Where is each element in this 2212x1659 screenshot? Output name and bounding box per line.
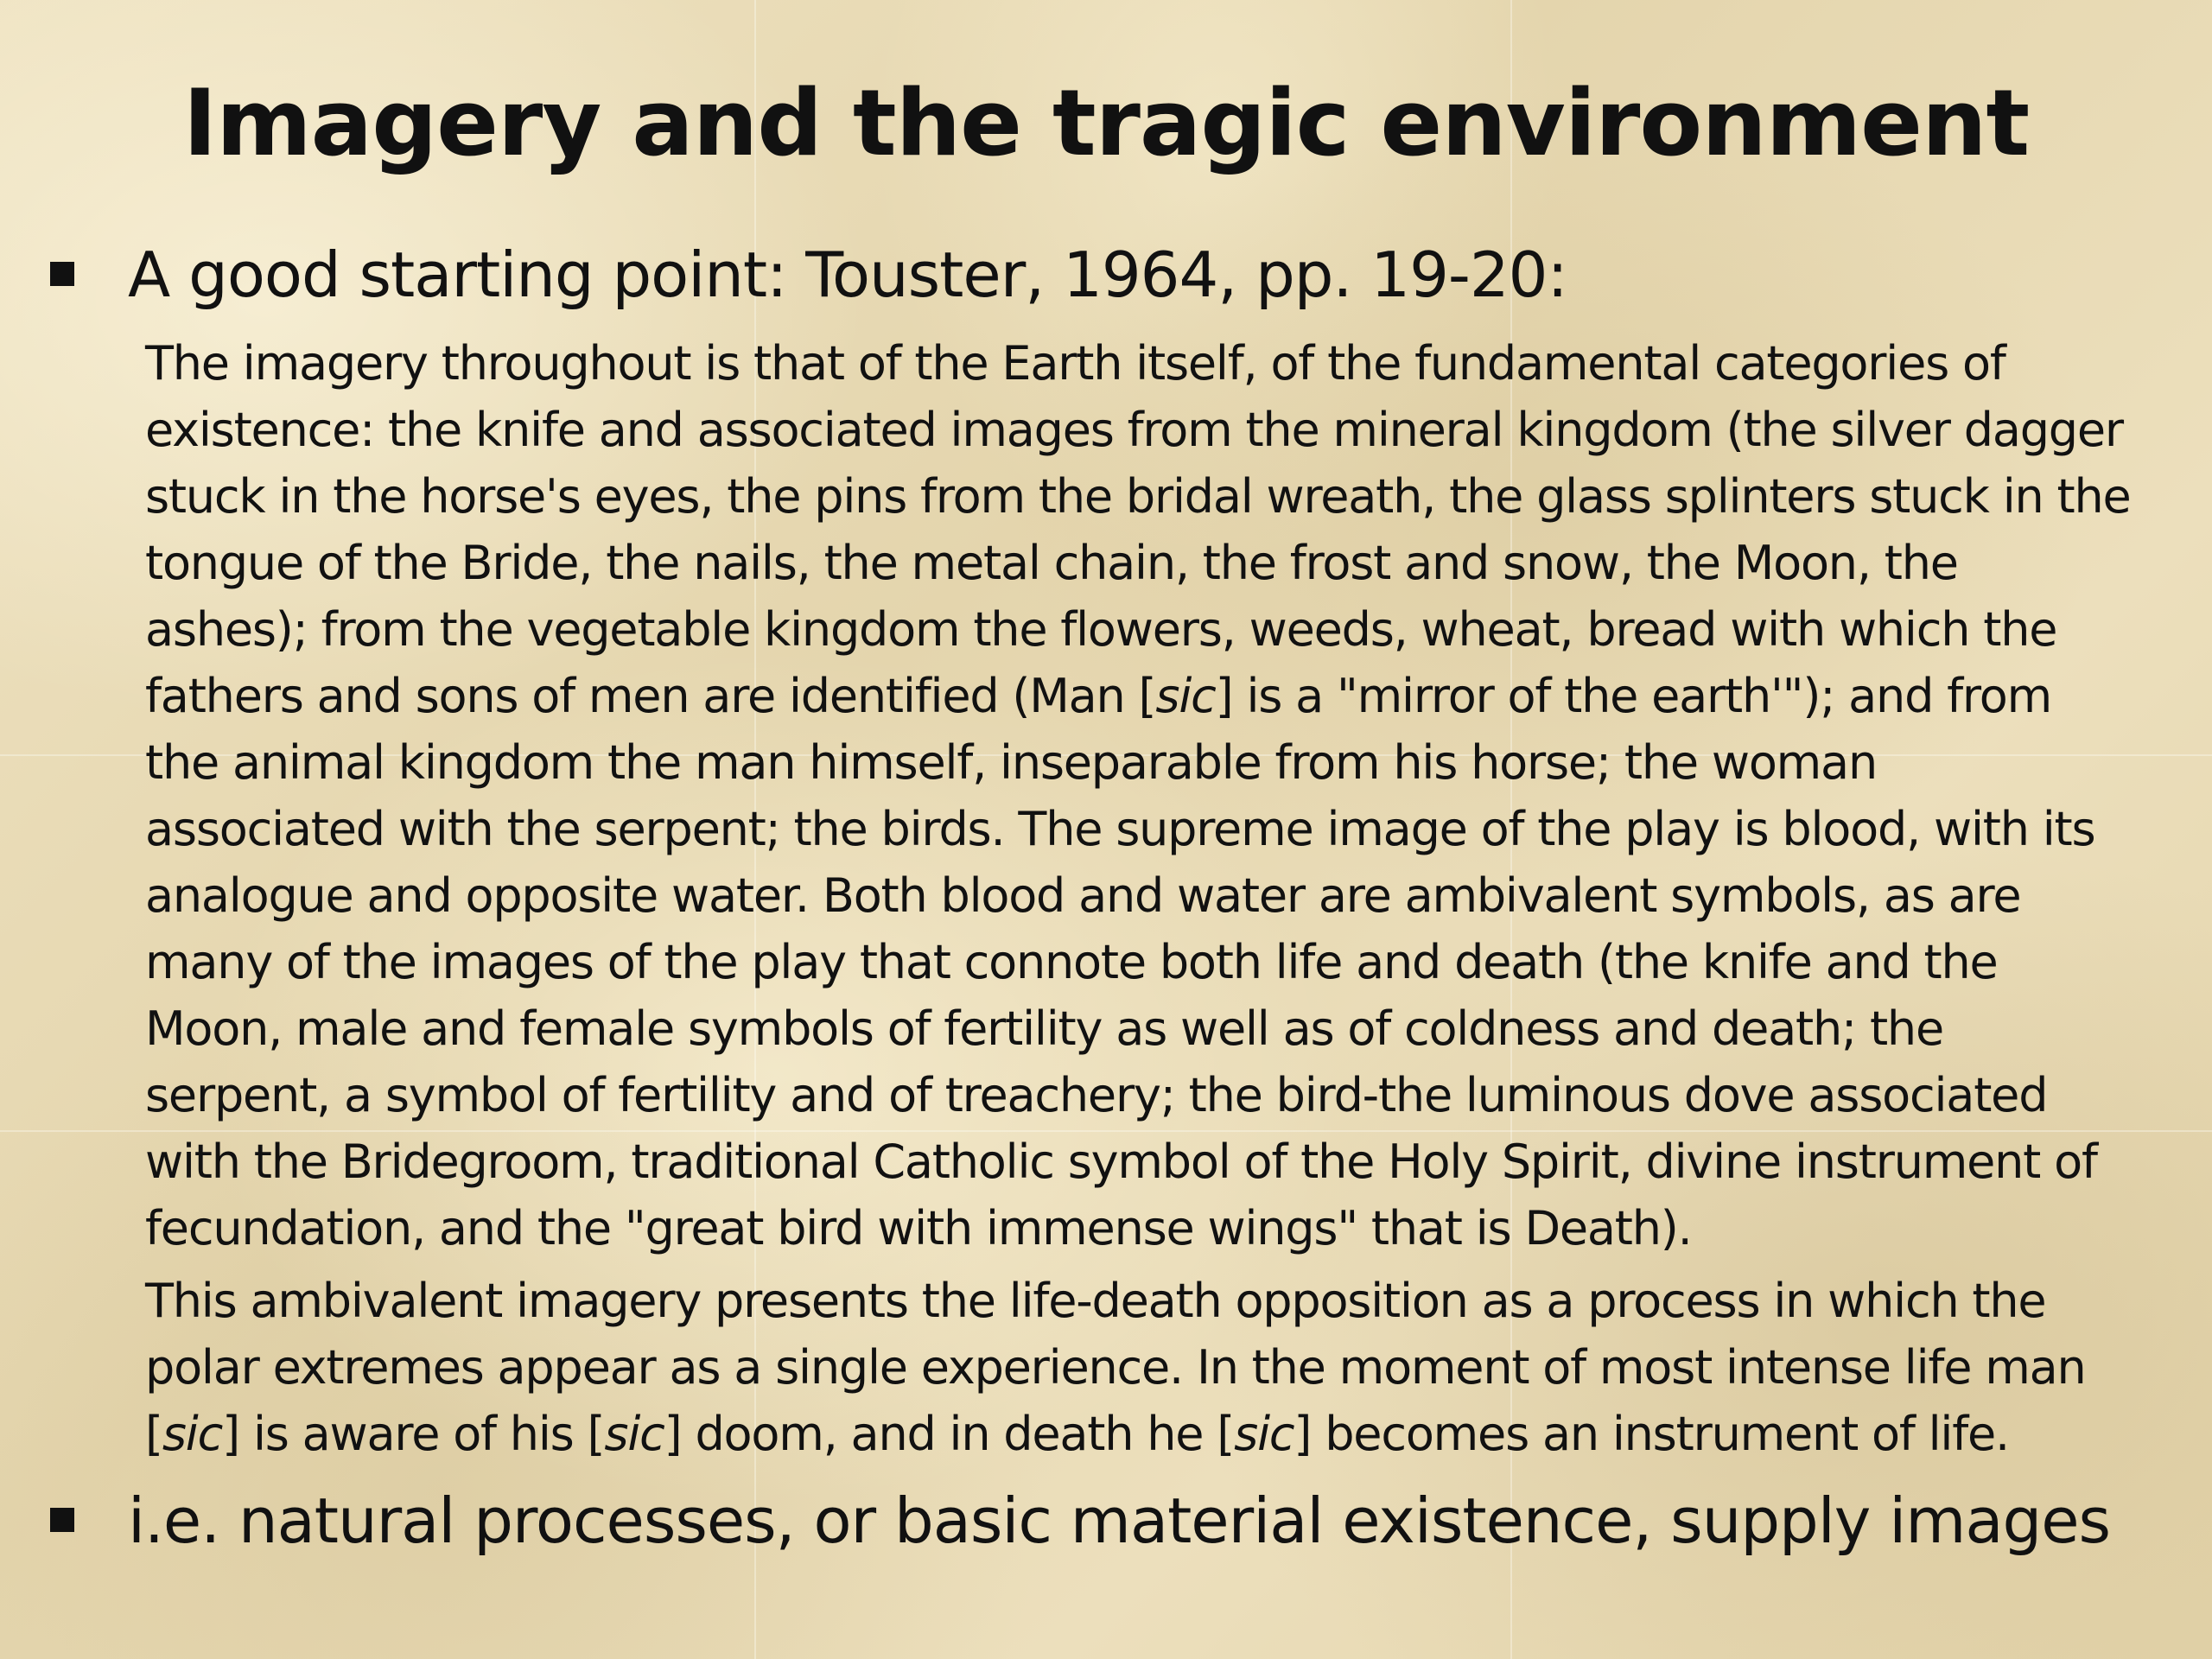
slide-title: Imagery and the tragic environment [182,70,2030,176]
quote-line: many of the images of the play that connote both life and death (the knife and the [145,935,1998,989]
quote-line: existence: the knife and associated images from the mineral kingdom (the silver dagger [145,403,2123,457]
sic-italic: sic [1234,1407,1294,1461]
quote-line: the animal kingdom the man himself, inseparable from his horse; the woman [145,735,1877,790]
quote-line: tongue of the Bride, the nails, the metal chain, the frost and snow, the Moon, the [145,536,1958,590]
quote-line: polar extremes appear as a single experience. In the moment of most intense life man [145,1340,2086,1395]
quote-line: fecundation, and the "great bird with immense wings" that is Death). [145,1201,1692,1255]
sic-italic: sic [162,1407,223,1461]
bullet-text: A good starting point: Touster, 1964, pp. 19-20: [128,238,1567,311]
quote-line: analogue and opposite water. Both blood and water are ambivalent symbols, as are [145,868,2021,923]
quote-segment: [ [145,1407,162,1461]
bullet-text: i.e. natural processes, or basic material existence, supply images [128,1484,2111,1557]
quote-line: with the Bridegroom, traditional Catholic symbol of the Holy Spirit, divine instrument of [145,1135,2097,1189]
quote-line: associated with the serpent; the birds. The supreme image of the play is blood, with its [145,802,2095,856]
quote-paragraph [145,330,2176,1262]
bullet-item [50,236,1567,314]
bullet-item [50,1482,2110,1560]
quote-segment: ] becomes an instrument of life. [1294,1407,2010,1461]
quote-segment: fathers and sons of men are identified (Man [ [145,669,1156,723]
quote-line: ashes); from the vegetable kingdom the flowers, weeds, wheat, bread with which the [145,602,2057,657]
quote-paragraph [145,1268,2176,1467]
quote-line: Moon, male and female symbols of fertility as well as of coldness and death; the [145,1001,1943,1056]
quote-segment: ] doom, and in death he [ [664,1407,1235,1461]
sic-italic: sic [604,1407,664,1461]
quote-line: serpent, a symbol of fertility and of treachery; the bird-the luminous dove associated [145,1068,2048,1122]
quote-line: The imagery throughout is that of the Earth itself, of the fundamental categories of [145,336,2005,391]
quote-segment: ] is aware of his [ [222,1407,605,1461]
quote-line: This ambivalent imagery presents the life-death opposition as a process in which the [145,1274,2046,1328]
quote-line: stuck in the horse's eyes, the pins from the bridal wreath, the glass splinters stuck in the [145,469,2131,524]
sic-italic: sic [1155,669,1216,723]
quote-line [145,1401,2176,1467]
quote-line [145,663,2176,729]
square-bullet-icon [50,262,74,286]
quote-segment: ] is a "mirror of the earth'"); and from [1215,669,2051,723]
square-bullet-icon [50,1508,74,1532]
